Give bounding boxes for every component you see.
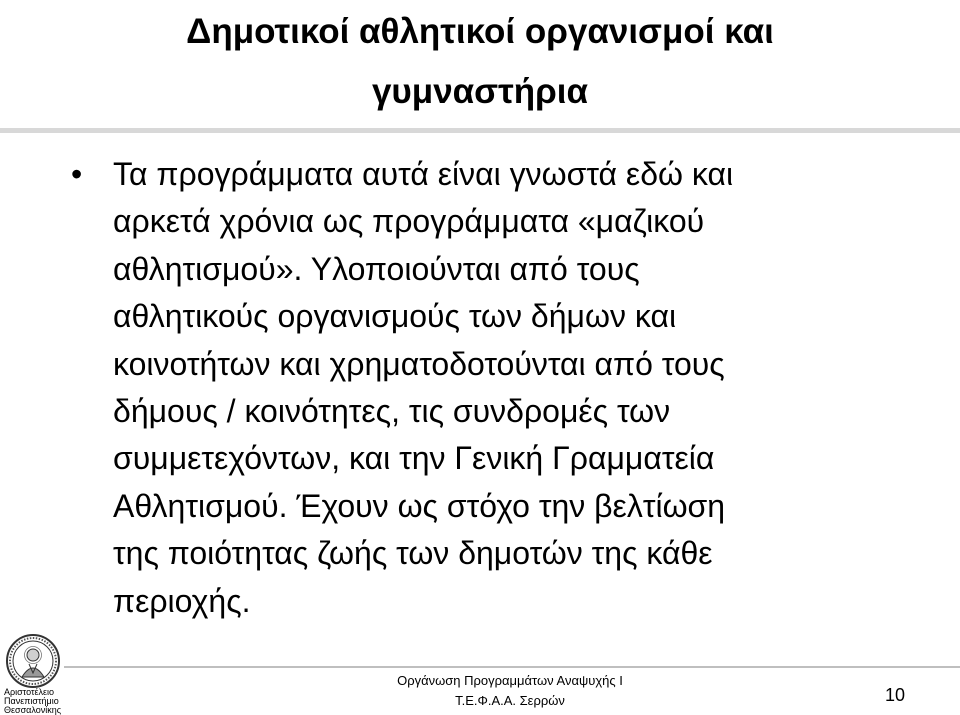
bullet-line: δήμους / κοινότητες, τις συνδρομές των xyxy=(113,393,671,430)
department-name: Τ.Ε.Φ.Α.Α. Σερρών xyxy=(455,693,565,708)
bullet-line: περιοχής. xyxy=(113,582,251,619)
page-number: 10 xyxy=(884,685,906,705)
bullet-icon: • xyxy=(71,156,83,192)
university-name-line: Πανεπιστήμιο xyxy=(4,696,59,706)
bullet-line: συμμετεχόντων, και την Γενική Γραμματεία xyxy=(113,440,715,477)
title-divider xyxy=(0,128,960,133)
university-seal-icon xyxy=(5,633,61,689)
slide-title-line-2: γυμναστήρια xyxy=(371,72,589,111)
university-name xyxy=(4,688,61,715)
bullet-line: Τα προγράμματα αυτά είναι γνωστά εδώ και xyxy=(113,156,734,192)
bullet-line: αρκετά χρόνια ως προγράμματα «μαζικού xyxy=(113,203,705,240)
bullet-paragraph xyxy=(113,151,913,625)
bullet-line: Αθλητισμού. Έχουν ως στόχο την βελτίωση xyxy=(113,487,726,524)
slide-title xyxy=(40,2,920,122)
footer-caption xyxy=(330,671,690,711)
university-name-line: Αριστοτέλειο xyxy=(4,687,55,697)
slide-title-line-1: Δημοτικοί αθλητικοί οργανισμοί και xyxy=(186,12,774,51)
bullet-line: αθλητισμού». Υλοποιούνται από τους xyxy=(113,250,640,287)
bullet-line: κοινοτήτων και χρηματοδοτούνται από τους xyxy=(113,345,725,382)
footer-divider xyxy=(64,666,960,668)
bullet-line: αθλητικούς οργανισμούς των δήμων και xyxy=(113,298,677,335)
university-name-line: Θεσσαλονίκης xyxy=(4,705,62,715)
bullet-line: της ποιότητας ζωής των δημοτών της κάθε xyxy=(113,535,713,572)
course-name: Οργάνωση Προγραμμάτων Αναψυχής Ι xyxy=(397,673,623,688)
